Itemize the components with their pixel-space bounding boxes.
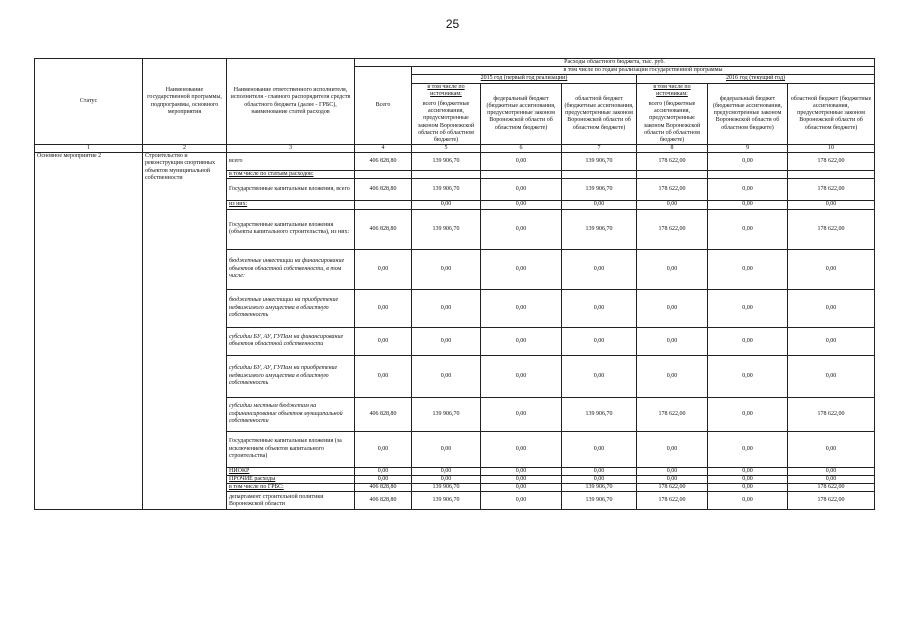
value-cell: 0,00 bbox=[788, 327, 875, 355]
value-cell: 0,00 bbox=[788, 289, 875, 327]
value-cell: 0,00 bbox=[562, 201, 637, 209]
value-cell: 0,00 bbox=[355, 289, 412, 327]
row-label: департамент строительной политики Воронежской области bbox=[227, 492, 355, 510]
value-cell: 0,00 bbox=[481, 492, 562, 510]
value-cell: 0,00 bbox=[481, 289, 562, 327]
column-number: 2 bbox=[143, 145, 227, 153]
value-cell: 178 622,00 bbox=[637, 209, 708, 249]
value-cell: 0,00 bbox=[355, 355, 412, 397]
value-cell: 0,00 bbox=[412, 431, 481, 467]
value-cell: 0,00 bbox=[355, 327, 412, 355]
header-program-name: Наименование государственной программы, подпрограммы, основного мероприятия bbox=[143, 59, 227, 145]
value-cell: 406 828,80 bbox=[355, 179, 412, 201]
header-year-2016: 2016 год (текущий год) bbox=[637, 75, 875, 83]
page-number: 25 bbox=[445, 17, 460, 31]
header-col5 bbox=[412, 83, 481, 145]
value-cell: 0,00 bbox=[788, 201, 875, 209]
header-col6: федеральный бюджет (бюджетные ассигнования, предусмотренные законом Воронежской области об областном бюджете) bbox=[481, 83, 562, 145]
value-cell bbox=[412, 171, 481, 179]
value-cell: 178 622,00 bbox=[788, 179, 875, 201]
column-number: 6 bbox=[481, 145, 562, 153]
value-cell: 0,00 bbox=[481, 475, 562, 483]
value-cell: 178 622,00 bbox=[637, 484, 708, 492]
value-cell: 0,00 bbox=[481, 153, 562, 171]
value-cell: 0,00 bbox=[562, 327, 637, 355]
row-label: Государственные капитальные вложения (объекты капитального строительства), из них: bbox=[227, 209, 355, 249]
value-cell: 139 906,70 bbox=[412, 179, 481, 201]
value-cell: 0,00 bbox=[637, 475, 708, 483]
value-cell: 178 622,00 bbox=[788, 484, 875, 492]
value-cell: 0,00 bbox=[637, 201, 708, 209]
value-cell: 0,00 bbox=[481, 201, 562, 209]
value-cell: 0,00 bbox=[637, 355, 708, 397]
value-cell bbox=[637, 171, 708, 179]
value-cell bbox=[481, 171, 562, 179]
value-cell: 0,00 bbox=[637, 431, 708, 467]
budget-table bbox=[34, 58, 875, 510]
value-cell bbox=[562, 171, 637, 179]
value-cell: 0,00 bbox=[708, 249, 788, 289]
value-cell: 0,00 bbox=[481, 484, 562, 492]
header-status: Статус bbox=[35, 59, 143, 145]
column-number: 7 bbox=[562, 145, 637, 153]
column-number: 5 bbox=[412, 145, 481, 153]
header-by-years: в том числе по годам реализации государственной программы bbox=[412, 67, 875, 75]
value-cell: 0,00 bbox=[708, 475, 788, 483]
value-cell: 0,00 bbox=[562, 355, 637, 397]
value-cell: 0,00 bbox=[708, 209, 788, 249]
value-cell: 178 622,00 bbox=[637, 397, 708, 431]
header-executor: Наименование ответственного исполнителя, исполнителя - главного распорядителя средств областного бюджета (далее - ГРБС), наименование статей расходов bbox=[227, 59, 355, 145]
row-label: в том числе по статьям расходов: bbox=[227, 171, 355, 179]
header-year-2015: 2015 год (первый год реализации) bbox=[412, 75, 637, 83]
value-cell: 0,00 bbox=[562, 249, 637, 289]
row-label: бюджетные инвестиции на приобретение недвижимого имущества в областную собственность bbox=[227, 289, 355, 327]
header-col8-text: всего (бюджетные ассигнования, предусмотренные законом Воронежской области об областном бюджете) bbox=[643, 100, 701, 143]
column-number: 9 bbox=[708, 145, 788, 153]
value-cell: 139 906,70 bbox=[412, 209, 481, 249]
value-cell bbox=[788, 171, 875, 179]
value-cell: 0,00 bbox=[708, 327, 788, 355]
value-cell: 0,00 bbox=[708, 289, 788, 327]
table-row bbox=[35, 153, 875, 171]
header-expenses-title: Расходы областного бюджета, тыс. руб. bbox=[355, 59, 875, 67]
measure-name-cell: Строительство и реконструкция спортивных объектов муниципальной собственности bbox=[143, 153, 227, 510]
value-cell: 139 906,70 bbox=[412, 153, 481, 171]
value-cell: 0,00 bbox=[562, 289, 637, 327]
value-cell: 406 828,80 bbox=[355, 484, 412, 492]
value-cell: 0,00 bbox=[355, 249, 412, 289]
value-cell: 0,00 bbox=[637, 249, 708, 289]
value-cell: 0,00 bbox=[355, 467, 412, 475]
value-cell: 0,00 bbox=[708, 431, 788, 467]
value-cell: 0,00 bbox=[481, 179, 562, 201]
row-label: субсидии местным бюджетам на софинансирование объектов муниципальной собственности bbox=[227, 397, 355, 431]
value-cell: 406 828,80 bbox=[355, 209, 412, 249]
header-col7: областной бюджет (бюджетные ассигнования, предусмотренные законом Воронежской области об областном бюджете) bbox=[562, 83, 637, 145]
value-cell: 0,00 bbox=[355, 431, 412, 467]
value-cell: 0,00 bbox=[562, 467, 637, 475]
row-label: субсидии БУ, АУ, ГУПам на приобретение недвижимого имущества в областную собственность bbox=[227, 355, 355, 397]
value-cell: 0,00 bbox=[412, 201, 481, 209]
value-cell: 0,00 bbox=[355, 475, 412, 483]
value-cell: 0,00 bbox=[412, 289, 481, 327]
value-cell: 139 906,70 bbox=[562, 484, 637, 492]
value-cell: 139 906,70 bbox=[412, 492, 481, 510]
value-cell: 0,00 bbox=[708, 153, 788, 171]
value-cell: 0,00 bbox=[412, 249, 481, 289]
value-cell: 0,00 bbox=[708, 201, 788, 209]
row-label: всего bbox=[227, 153, 355, 171]
row-label: бюджетные инвестиции на финансирование объектов областной собственности, в том числе: bbox=[227, 249, 355, 289]
value-cell: 0,00 bbox=[708, 397, 788, 431]
value-cell: 178 622,00 bbox=[637, 179, 708, 201]
value-cell bbox=[355, 171, 412, 179]
value-cell: 0,00 bbox=[562, 475, 637, 483]
value-cell: 139 906,70 bbox=[562, 153, 637, 171]
status-cell: Основное мероприятие 2 bbox=[35, 153, 143, 510]
value-cell: 178 622,00 bbox=[788, 209, 875, 249]
row-label: ПРОЧИЕ расходы bbox=[227, 475, 355, 483]
value-cell: 0,00 bbox=[708, 355, 788, 397]
value-cell: 178 622,00 bbox=[788, 153, 875, 171]
value-cell: 178 622,00 bbox=[788, 492, 875, 510]
value-cell: 0,00 bbox=[788, 467, 875, 475]
value-cell: 139 906,70 bbox=[562, 179, 637, 201]
value-cell: 0,00 bbox=[412, 327, 481, 355]
value-cell: 0,00 bbox=[637, 327, 708, 355]
value-cell: 0,00 bbox=[708, 467, 788, 475]
value-cell: 139 906,70 bbox=[562, 209, 637, 249]
header-col8 bbox=[637, 83, 708, 145]
column-number: 8 bbox=[637, 145, 708, 153]
value-cell: 0,00 bbox=[412, 467, 481, 475]
value-cell: 139 906,70 bbox=[412, 484, 481, 492]
header-col9: федеральный бюджет (бюджетные ассигнования, предусмотренные законом Воронежской области об областном бюджете) bbox=[708, 83, 788, 145]
value-cell: 0,00 bbox=[708, 492, 788, 510]
value-cell bbox=[708, 171, 788, 179]
value-cell: 0,00 bbox=[708, 179, 788, 201]
header-col10: областной бюджет (бюджетные ассигнования, предусмотренные законом Воронежской области об областном бюджете) bbox=[788, 83, 875, 145]
value-cell: 178 622,00 bbox=[637, 492, 708, 510]
value-cell: 0,00 bbox=[788, 475, 875, 483]
value-cell: 0,00 bbox=[481, 467, 562, 475]
value-cell: 0,00 bbox=[637, 289, 708, 327]
value-cell: 139 906,70 bbox=[412, 397, 481, 431]
column-number: 4 bbox=[355, 145, 412, 153]
value-cell: 0,00 bbox=[481, 327, 562, 355]
value-cell: 0,00 bbox=[637, 467, 708, 475]
row-label: из них: bbox=[227, 201, 355, 209]
value-cell: 0,00 bbox=[481, 249, 562, 289]
column-number: 3 bbox=[227, 145, 355, 153]
value-cell: 0,00 bbox=[562, 431, 637, 467]
row-label: субсидии БУ, АУ, ГУПам на финансирование объектов областной собственности bbox=[227, 327, 355, 355]
value-cell: 139 906,70 bbox=[562, 492, 637, 510]
header-col5-text: всего (бюджетные ассигнования, предусмотренные законом Воронежской области об областном бюджете) bbox=[417, 100, 475, 143]
value-cell: 406 828,80 bbox=[355, 492, 412, 510]
value-cell: 0,00 bbox=[788, 431, 875, 467]
row-label: Государственные капитальные вложения (за исключением объектов капитального строительства) bbox=[227, 431, 355, 467]
value-cell: 139 906,70 bbox=[562, 397, 637, 431]
value-cell: 178 622,00 bbox=[788, 397, 875, 431]
value-cell bbox=[355, 201, 412, 209]
header-sources-2016: в том числе по источникам: bbox=[653, 83, 691, 97]
column-number: 10 bbox=[788, 145, 875, 153]
value-cell: 406 828,80 bbox=[355, 153, 412, 171]
value-cell: 0,00 bbox=[708, 484, 788, 492]
column-numbers-row bbox=[35, 145, 875, 153]
row-label: в том числе по ГРБС: bbox=[227, 484, 355, 492]
value-cell: 178 622,00 bbox=[637, 153, 708, 171]
value-cell: 0,00 bbox=[412, 475, 481, 483]
header-total: Всего bbox=[355, 67, 412, 145]
value-cell: 0,00 bbox=[481, 209, 562, 249]
value-cell: 406 828,80 bbox=[355, 397, 412, 431]
value-cell: 0,00 bbox=[412, 355, 481, 397]
value-cell: 0,00 bbox=[481, 431, 562, 467]
data-rows bbox=[35, 153, 875, 510]
value-cell: 0,00 bbox=[788, 355, 875, 397]
row-label: НИОКР bbox=[227, 467, 355, 475]
header-sources-2015: в том числе по источникам: bbox=[427, 83, 465, 97]
row-label: Государственные капитальные вложения, всего bbox=[227, 179, 355, 201]
value-cell: 0,00 bbox=[788, 249, 875, 289]
column-number: 1 bbox=[35, 145, 143, 153]
value-cell: 0,00 bbox=[481, 355, 562, 397]
value-cell: 0,00 bbox=[481, 397, 562, 431]
